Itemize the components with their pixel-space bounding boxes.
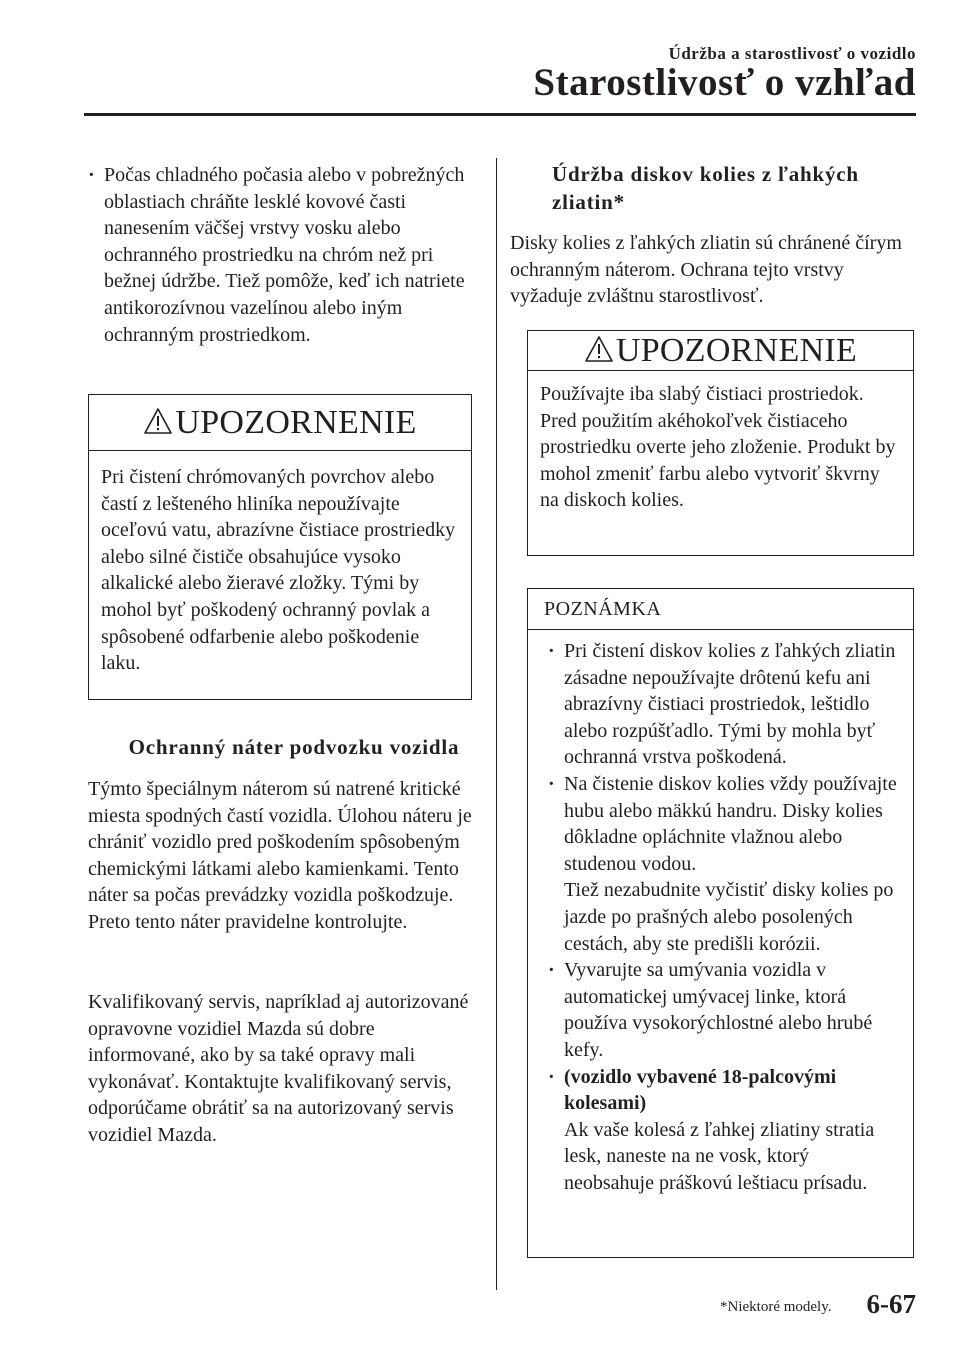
note-header: POZNÁMKA <box>528 589 913 630</box>
caution-label: UPOZORNENIE <box>175 403 417 441</box>
note-body <box>528 630 913 1196</box>
caution-text: Používajte iba slabý čistiaci prostriedok. Pred použitím akéhokoľvek čistiaceho prostriedku overte jeho zloženie. Produkt by mohol zmeniť farbu alebo vytvoriť škvrny na diskoch kolies. <box>540 383 896 512</box>
caution-box-wheels <box>527 330 914 556</box>
undercoat-heading: Ochranný náter podvozku vozidla <box>128 735 460 759</box>
alloy-wheels-heading: Údržba diskov kolies z ľahkých zliatin* <box>552 162 859 214</box>
note-bullet-2-continued: Tiež nezabudnite vyčistiť disky kolies po jazde po prašných alebo posolených cestách, aby ste predišli korózii. <box>564 879 894 955</box>
note-bullet-2: · Na čistenie diskov kolies vždy používajte hubu alebo mäkkú handru. Disky kolies dôkladne opláchnite vlažnou alebo studenou vodou. <box>548 771 901 877</box>
service-paragraph <box>88 989 472 1149</box>
left-intro-bullet <box>88 162 472 348</box>
note-bullet-1: · Pri čistení diskov kolies z ľahkých zliatin zásadne nepoužívajte drôtenú kefu ani abrazívny čistiaci prostriedok, leštidlo alebo rozpúšťadlo. Tými by mohla byť ochranná vrstva poškodená. <box>548 638 901 771</box>
caution-box-chrome <box>88 394 472 700</box>
alloy-wheels-paragraph <box>510 230 910 310</box>
alloy-wheels-text: Disky kolies z ľahkých zliatin sú chránené čírym ochranným náterom. Ochrana tejto vrstvy vyžaduje zvláštnu starostlivosť. <box>510 232 902 308</box>
warning-triangle-icon <box>584 335 614 363</box>
section-title: Údržba a starostlivosť o vozidlo <box>668 44 916 63</box>
caution-text: Pri čistení chrómovaných povrchov alebo častí z lešteného hliníka nepoužívajte oceľovú vatu, abrazívne čistiace prostriedky alebo silné čističe obsahujúce vysoko alkalické alebo žieravé zložky. Tými by mohol byť poškodený ochranný povlak a spôsobené odfarbenie alebo poškodenie laku. <box>101 466 456 675</box>
undercoat-paragraph <box>88 776 472 936</box>
footnote: *Niektoré modely. <box>720 1299 832 1315</box>
column-divider <box>496 158 497 1290</box>
service-text: Kvalifikovaný servis, napríklad aj autorizované opravovne vozidiel Mazda sú dobre informované, ako by sa také opravy mali vykonávať. Kontaktujte kvalifikovaný servis, odporúčame obrátiť sa na autorizovaný servis vozidiel Mazda. <box>88 991 469 1146</box>
caution-label: UPOZORNENIE <box>615 331 858 369</box>
note-bullet-4-text: Ak vaše kolesá z ľahkej zliatiny stratia lesk, naneste na ne vosk, ktorý neobsahuje práškovú leštiacu prísadu. <box>564 1118 875 1194</box>
page-title: Starostlivosť o vzhľad <box>533 61 916 104</box>
note-bullet-4-title: · (vozidlo vybavené 18-palcovými kolesami) <box>548 1064 901 1117</box>
note-bullet-3: · Vyvarujte sa umývania vozidla v automatickej umývacej linke, ktorá používa vysokorýchlostné alebo hrubé kefy. <box>548 957 901 1063</box>
header-rule <box>84 113 916 116</box>
caution-header <box>528 331 913 371</box>
intro-bullet-text: · Počas chladného počasia alebo v pobrežných oblastiach chráňte lesklé kovové časti nanesením väčšej vrstvy vosku alebo ochranného prostriedku na chróm než pri bežnej údržbe. Tiež pomôže, keď ich natriete antikorozívnou vazelínou alebo iným ochranným prostriedkom. <box>88 162 472 348</box>
note-box <box>527 588 914 1258</box>
page-number: 6-67 <box>866 1289 916 1319</box>
undercoat-text: Týmto špeciálnym náterom sú natrené kritické miesta spodných častí vozidla. Úlohou náteru je chrániť vozidlo pred poškodením spôsobeným chemickými látkami alebo kamienkami. Tento náter sa počas prevádzky vozidla poškodzuje. Preto tento náter pravidelne kontrolujte. <box>88 778 472 933</box>
warning-triangle-icon <box>143 407 173 435</box>
caution-header <box>89 395 471 451</box>
